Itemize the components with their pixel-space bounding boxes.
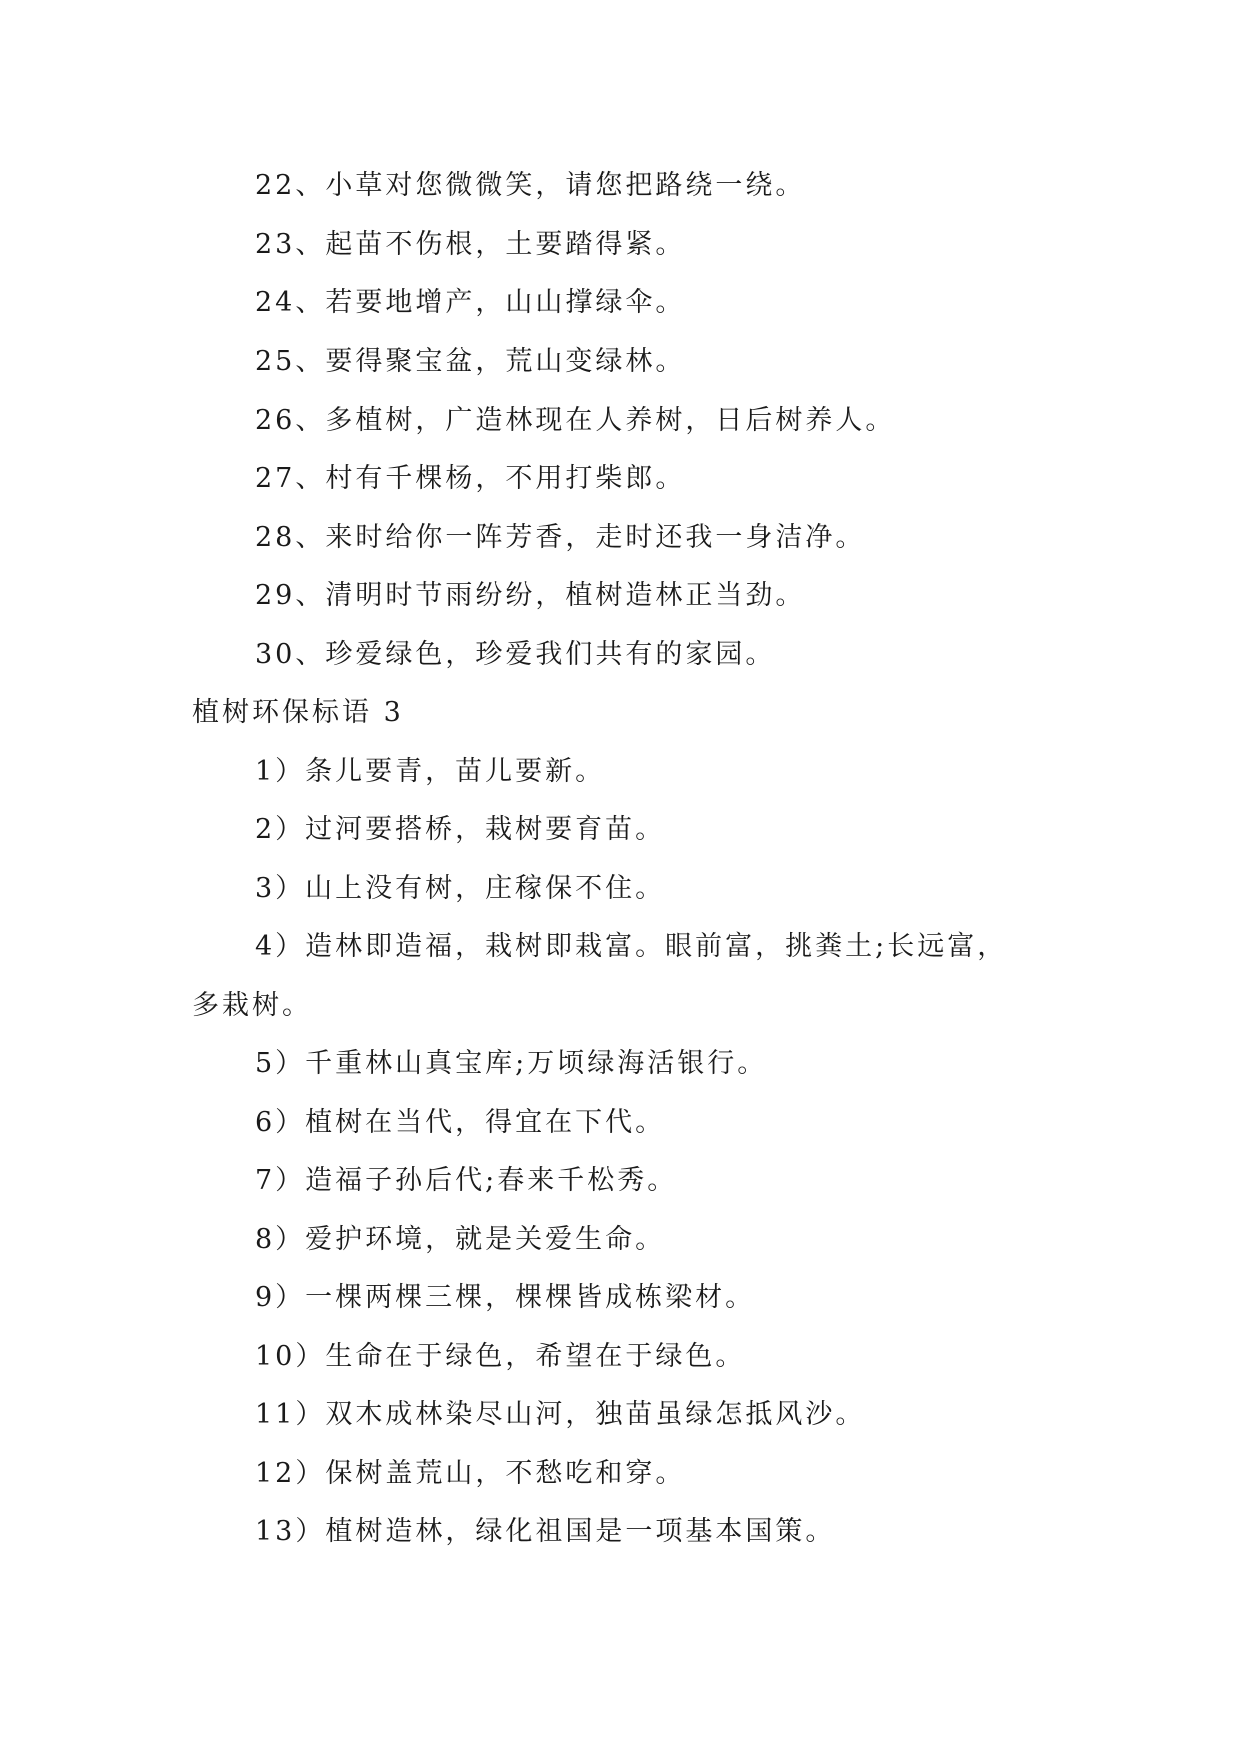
slogan-8: 8）爱护环境，就是关爱生命。 — [255, 1224, 666, 1255]
slogan-10: 10）生命在于绿色，希望在于绿色。 — [255, 1341, 746, 1372]
slogan-1: 1）条儿要青，苗儿要新。 — [255, 756, 606, 787]
slogan-23: 23、起苗不伤根，土要踏得紧。 — [255, 229, 686, 260]
slogan-4-line2: 多栽树。 — [192, 990, 312, 1021]
slogan-12: 12）保树盖荒山，不愁吃和穿。 — [255, 1458, 686, 1489]
slogan-9: 9）一棵两棵三棵，棵棵皆成栋梁材。 — [255, 1282, 756, 1313]
slogan-6: 6）植树在当代，得宜在下代。 — [255, 1107, 666, 1138]
slogan-27: 27、村有千棵杨，不用打柴郎。 — [255, 463, 686, 494]
slogan-24: 24、若要地增产，山山撑绿伞。 — [255, 287, 686, 318]
slogan-28: 28、来时给你一阵芳香，走时还我一身洁净。 — [255, 522, 866, 553]
slogan-4-line1: 4）造林即造福，栽树即栽富。眼前富，挑粪土;长远富， — [255, 931, 1008, 962]
section-heading: 植树环保标语 3 — [192, 697, 404, 728]
slogan-26: 26、多植树，广造林现在人养树，日后树养人。 — [255, 405, 896, 436]
slogan-7: 7）造福子孙后代;春来千松秀。 — [255, 1165, 678, 1196]
slogan-2: 2）过河要搭桥，栽树要育苗。 — [255, 814, 666, 845]
slogan-22: 22、小草对您微微笑，请您把路绕一绕。 — [255, 170, 806, 201]
slogan-3: 3）山上没有树，庄稼保不住。 — [255, 873, 666, 904]
slogan-5: 5）千重林山真宝库;万顷绿海活银行。 — [255, 1048, 768, 1079]
slogan-11: 11）双木成林染尽山河，独苗虽绿怎抵风沙。 — [255, 1399, 866, 1430]
slogan-30: 30、珍爱绿色，珍爱我们共有的家园。 — [255, 639, 776, 670]
slogan-29: 29、清明时节雨纷纷，植树造林正当劲。 — [255, 580, 806, 611]
slogan-13: 13）植树造林，绿化祖国是一项基本国策。 — [255, 1516, 836, 1547]
slogan-25: 25、要得聚宝盆，荒山变绿林。 — [255, 346, 686, 377]
